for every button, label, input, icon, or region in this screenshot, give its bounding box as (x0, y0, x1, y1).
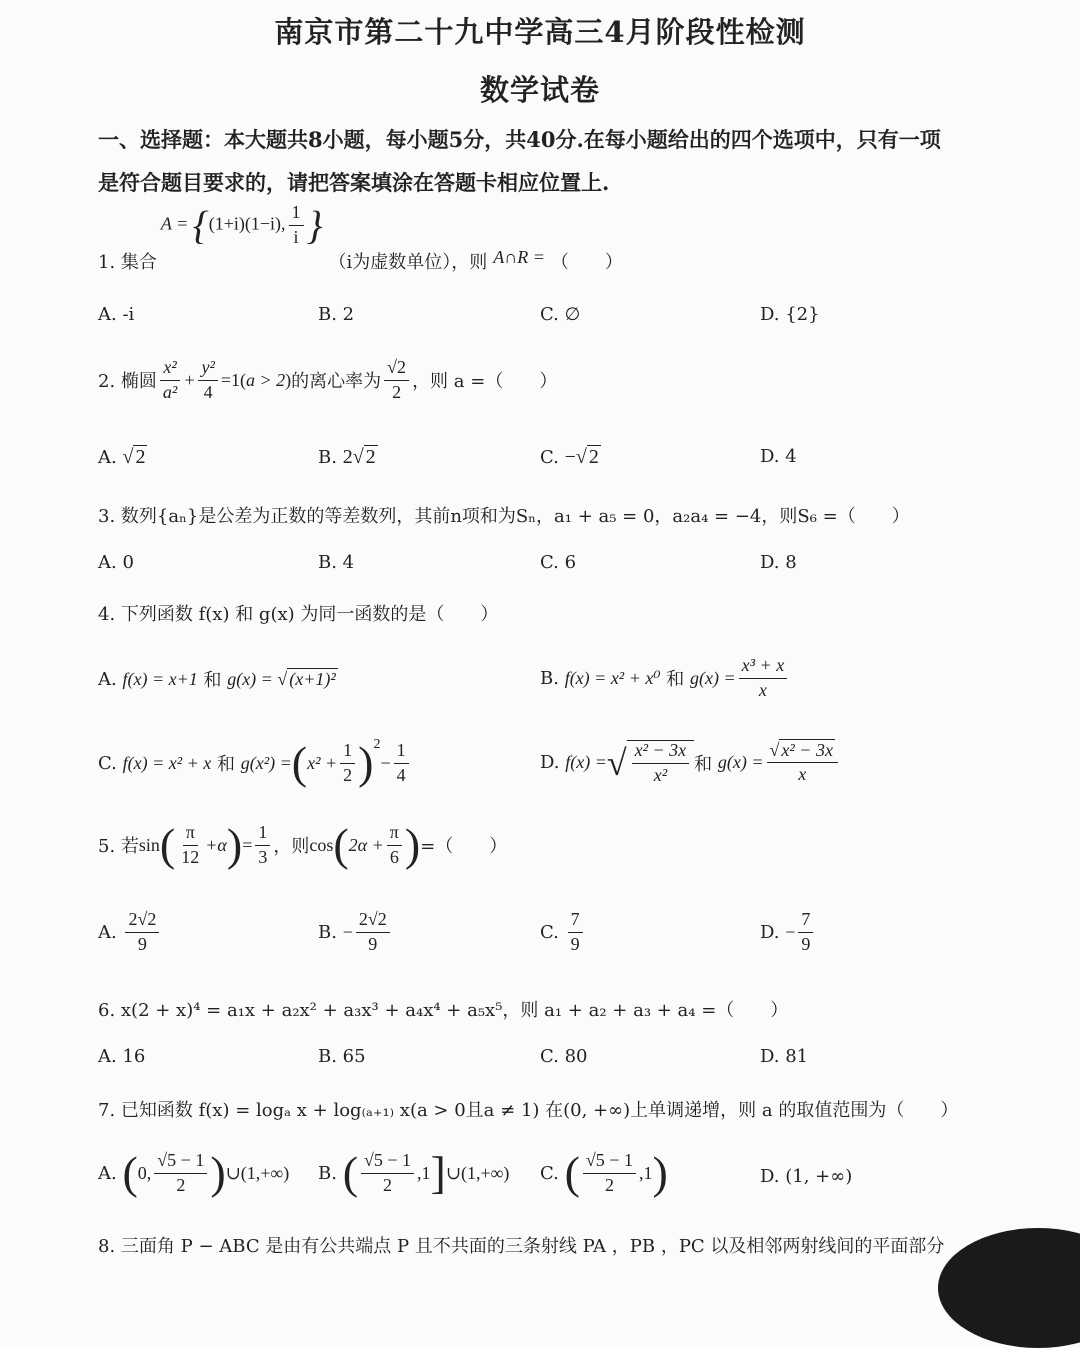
q7-option-b: B. ( $\frac{√5 - 1}{2}$ ,1 ] ∪(1,+∞) (318, 1147, 510, 1198)
q5-option-b: B. − $\frac{2√2}{9}$ (318, 910, 393, 955)
q6-option-d: D. 81 (760, 1046, 809, 1067)
question-5: 5. 若 sin ( $\frac{\pi}{12}$ +α ) = $\frac{1}{3}$ ，则 cos ( 2α + $\frac{\pi}{6}$ ) =（ ） (98, 819, 508, 870)
q4-option-a: A. f(x) = x+1 和 g(x) = √ (x+1)² (98, 668, 336, 691)
q7-option-c: C. ( $\frac{√5 - 1}{2}$ ,1 ) (540, 1147, 668, 1198)
page-subtitle: 数学试卷 (479, 73, 600, 107)
q3-option-d: D. 8 (760, 552, 797, 573)
q4-option-d: D. f(x) = √ $\frac{\text{x² − 3x}}{\text{x²}}$ 和 g(x) = $\frac{\text{√ x² − 3x}}{x}$ (540, 740, 841, 786)
q4-option-c: C. f(x) = x² + x 和 g(x²) = ( x² + $\frac{1}{2}$ ) 2 − $\frac{1}{4}$ (98, 740, 412, 786)
q1-option-c: C. ∅ (540, 304, 581, 325)
q5-label: 5. 若 (98, 836, 139, 857)
q5-option-a: A. $\frac{2√2}{9}$ (98, 910, 162, 955)
q1-blank: （ ） (550, 252, 623, 273)
q3-option-a: A. 0 (98, 552, 134, 573)
q5-option-c: C. $\frac{7}{9}$ (540, 910, 586, 955)
q2-label: 2. 椭圆 (98, 371, 157, 393)
section-heading-line2: 是符合题目要求的，请把答案填涂在答题卡相应位置上. (98, 170, 610, 195)
question-1 (98, 202, 623, 274)
q1-option-a: A. -i (98, 304, 135, 325)
q5-tail: =（ ） (420, 836, 508, 857)
q2-eccentricity: $\frac{√2}{2}$ (384, 358, 409, 403)
q2-option-c: C. −√ 2 (540, 446, 599, 468)
question-3: 3. 数列{aₙ}是公差为正数的等差数列，其前n项和为Sₙ，a₁ + a₅ = 0，a₂a₄ = −4，则S₆ =（ ） (98, 506, 910, 527)
q5-then: ，则 (273, 836, 310, 857)
q1-intersection: A∩R = (493, 247, 545, 267)
q2-mid: 的离心率为 (291, 371, 382, 393)
q1-label: 1. 集合 (98, 252, 157, 273)
q7-option-a: A. ( 0, $\frac{√5 - 1}{2}$ ) ∪(1,+∞) (98, 1147, 290, 1198)
q3-option-b: B. 4 (318, 552, 355, 573)
q2-option-b: B. 2√ 2 (318, 446, 376, 468)
q1-note: （i为虚数单位），则 (328, 252, 488, 273)
q2-ellipse-formula: $\frac{\text{x²}}{\text{a²}}$ + $\frac{\text{y²}}{4}$ =1( a > 2 ) (157, 358, 291, 403)
q6-option-c: C. 80 (540, 1046, 588, 1067)
question-2 (98, 358, 557, 403)
q2-tail: ，则 a =（ ） (412, 371, 558, 393)
q6-option-a: A. 16 (98, 1046, 146, 1067)
q1-set-formula: A = {(1+i)(1−i), $\frac{1}{i}$ } (160, 202, 323, 248)
question-8: 8. 三面角 P − ABC 是由有公共端点 P 且不共面的三条射线 PA ，PB ，PC 以及相邻两射线间的平面部分 (98, 1236, 945, 1257)
q1-option-b: B. 2 (318, 304, 355, 325)
q7-option-d: D. (1, +∞) (760, 1166, 853, 1187)
question-6: 6. x(2 + x)⁴ = a₁x + a₂x² + a₃x³ + a₄x⁴ + a₅x⁵，则 a₁ + a₂ + a₃ + a₄ =（ ） (98, 1000, 789, 1021)
question-4: 4. 下列函数 f(x) 和 g(x) 为同一函数的是（ ） (98, 604, 499, 625)
q3-option-c: C. 6 (540, 552, 577, 573)
corner-overlay (938, 1228, 1080, 1348)
section-heading-line1: 一、选择题：本大题共8小题，每小题5分，共40分.在每小题给出的四个选项中，只有一项 (98, 127, 941, 152)
q2-option-a: A. √ 2 (98, 446, 146, 468)
question-7: 7. 已知函数 f(x) = logₐ x + log₍ₐ₊₁₎ x(a > 0且a ≠ 1) 在(0, +∞)上单调递增，则 a 的取值范围为（ ） (98, 1100, 959, 1121)
q6-option-b: B. 65 (318, 1046, 366, 1067)
q2-option-d: D. 4 (760, 446, 797, 467)
q1-option-d: D. {2} (760, 304, 820, 325)
q5-option-d: D. − $\frac{7}{9}$ (760, 910, 816, 955)
page-title: 南京市第二十九中学高三4月阶段性检测 (274, 15, 806, 49)
q4-option-b: B. f(x) = x² + x⁰ 和 g(x) = $\frac{\text{x³ + x}}{x}$ (540, 656, 790, 701)
